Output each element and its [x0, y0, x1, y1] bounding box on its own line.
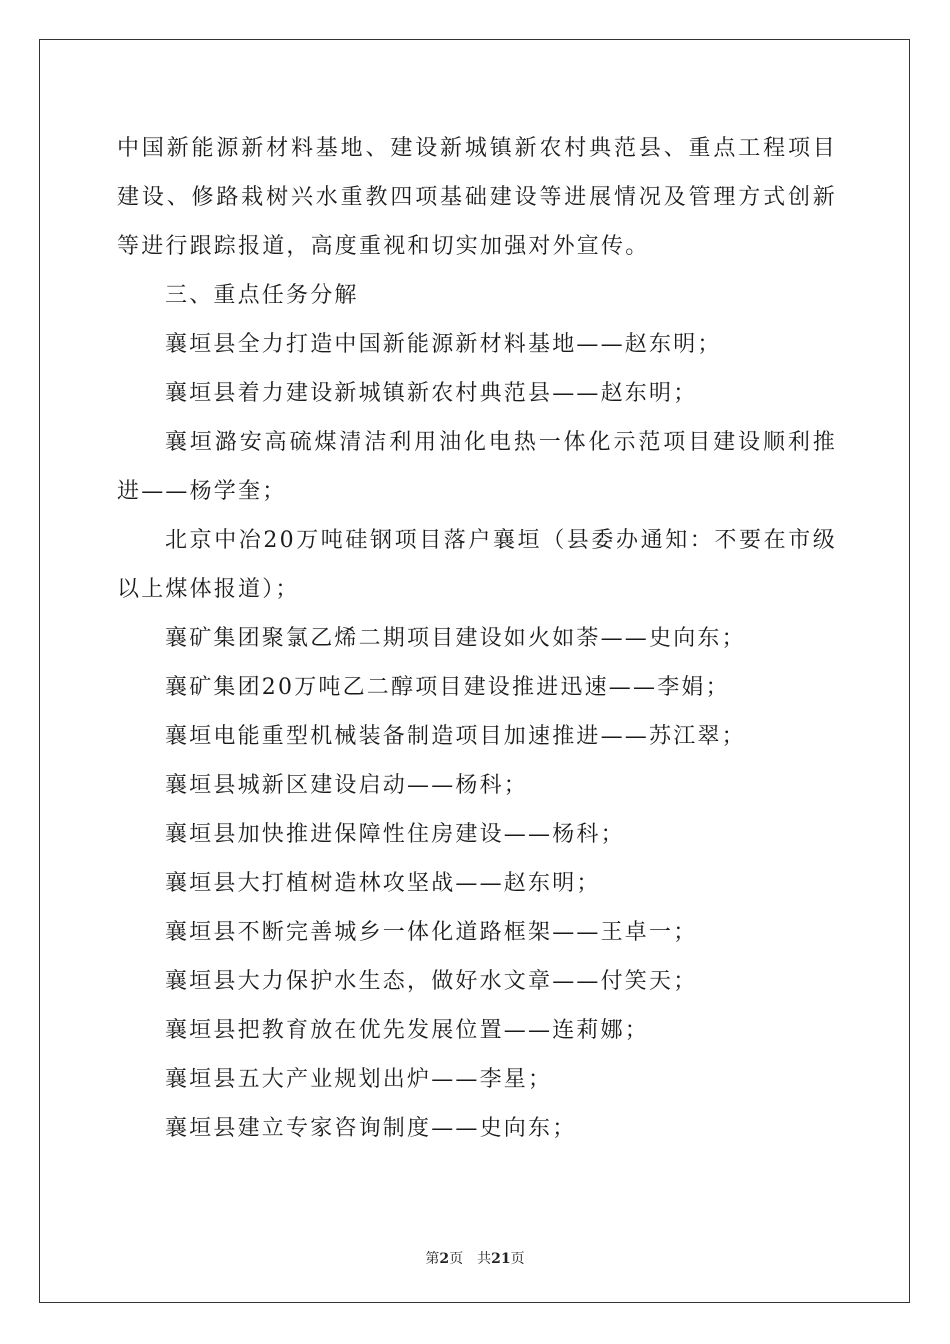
task-item: 襄垣县着力建设新城镇新农村典范县——赵东明；	[165, 381, 698, 406]
document-body	[117, 124, 837, 1153]
task-item: 襄垣县大力保护水生态，做好水文章——付笑天；	[165, 969, 698, 994]
task-item: 襄垣潞安高硫煤清洁利用油化电热一体化示范项目建设顺利推进——杨学奎；	[117, 430, 837, 504]
page-prefix: 第	[425, 1251, 440, 1267]
task-item: 襄垣县不断完善城乡一体化道路框架——王卓一；	[165, 920, 698, 945]
page-footer	[0, 1250, 950, 1268]
task-item: 襄垣县五大产业规划出炉——李星；	[165, 1067, 553, 1092]
task-item: 襄矿集团聚氯乙烯二期项目建设如火如荼——史向东；	[165, 626, 746, 651]
section-heading: 三、重点任务分解	[165, 283, 359, 308]
page-suffix: 页	[449, 1251, 464, 1267]
task-item: 北京中冶20万吨硅钢项目落户襄垣（县委办通知：不要在市级以上煤体报道）；	[117, 528, 837, 602]
page-number: 2	[439, 1251, 450, 1267]
paragraph-1: 中国新能源新材料基地、建设新城镇新农村典范县、重点工程项目建设、修路栽树兴水重教四项基础建设等进展情况及管理方式创新等进行跟踪报道，高度重视和切实加强对外宣传。	[117, 136, 837, 259]
task-item: 襄垣电能重型机械装备制造项目加速推进——苏江翠；	[165, 724, 746, 749]
task-item: 襄垣县加快推进保障性住房建设——杨科；	[165, 822, 625, 847]
task-item: 襄矿集团20万吨乙二醇项目建设推进迅速——李娟；	[165, 675, 730, 700]
task-item: 襄垣县城新区建设启动——杨科；	[165, 773, 529, 798]
total-suffix: 页	[510, 1251, 525, 1267]
task-item: 襄垣县把教育放在优先发展位置——连莉娜；	[165, 1018, 650, 1043]
task-item: 襄垣县全力打造中国新能源新材料基地——赵东明；	[165, 332, 722, 357]
total-prefix: 共	[477, 1251, 492, 1267]
total-pages: 21	[491, 1251, 511, 1267]
task-item: 襄垣县大打植树造林攻坚战——赵东明；	[165, 871, 601, 896]
task-item: 襄垣县建立专家咨询制度——史向东；	[165, 1116, 577, 1141]
